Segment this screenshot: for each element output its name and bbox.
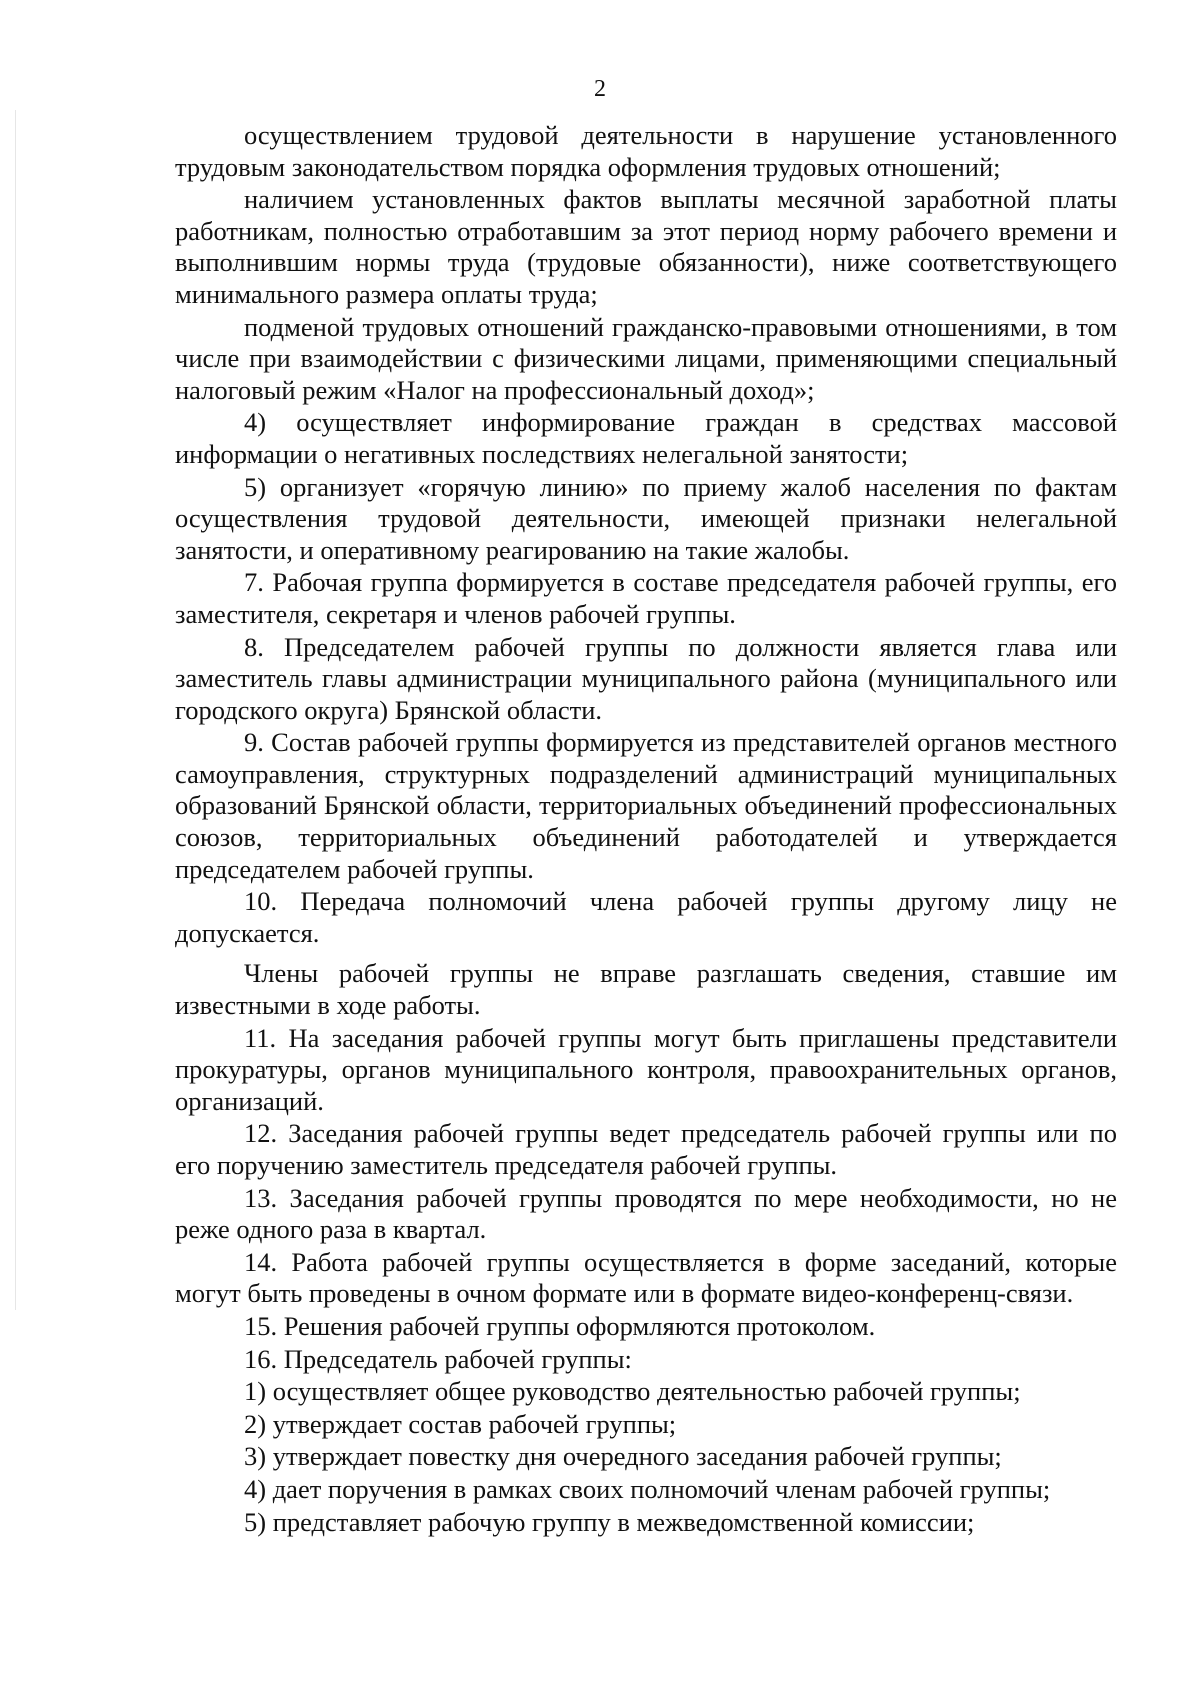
paragraph: 5) представляет рабочую группу в межведомственной комиссии; <box>244 1506 975 1537</box>
paragraph: осуществлением трудовой деятельности в нарушение установленного трудовым законодательством порядка оформления трудовых отношений; <box>175 120 1117 182</box>
paragraph: 4) дает поручения в рамках своих полномочий членам рабочей группы; <box>244 1473 1051 1504</box>
paragraph: 11. На заседания рабочей группы могут быть приглашены представители прокуратуры, органов муниципального контроля, правоохранительных органов, организаций. <box>175 1022 1117 1116</box>
paragraph: 15. Решения рабочей группы оформляются протоколом. <box>244 1310 876 1341</box>
paragraph: 3) утверждает повестку дня очередного заседания рабочей группы; <box>244 1441 1002 1472</box>
paragraph: 12. Заседания рабочей группы ведет председатель рабочей группы или по его поручению заместитель председателя рабочей группы. <box>175 1118 1117 1180</box>
paragraph: наличием установленных фактов выплаты месячной заработной платы работникам, полностью отработавшим за этот период норму рабочего времени и выполнившим нормы труда (трудовые обязанности), ниже соответствующего минимального размера оплаты труда; <box>175 184 1117 309</box>
paragraph: 8. Председателем рабочей группы по должности является глава или заместитель главы администрации муниципального района (муниципального или городского округа) Брянской области. <box>175 631 1117 725</box>
paragraph: 9. Состав рабочей группы формируется из представителей органов местного самоуправления, структурных подразделений администраций муниципальных образований Брянской области, территориальных объединений профессиональных союзов, территориальных объединений работодателей и утверждается председателем рабочей группы. <box>175 727 1117 884</box>
paragraph: 4) осуществляет информирование граждан в средствах массовой информации о негативных последствиях нелегальной занятости; <box>175 407 1117 469</box>
paragraph: 1) осуществляет общее руководство деятельностью рабочей группы; <box>244 1376 1021 1407</box>
document-body <box>175 120 1117 1539</box>
page-number: 2 <box>594 76 606 102</box>
paragraph: 5) организует «горячую линию» по приему жалоб населения по фактам осуществления трудовой деятельности, имеющей признаки нелегальной занятости, и оперативному реагированию на такие жалобы. <box>175 471 1117 565</box>
paragraph: подменой трудовых отношений гражданско-правовыми отношениями, в том числе при взаимодействии с физическими лицами, применяющими специальный налоговый режим «Налог на профессиональный доход»; <box>175 311 1117 405</box>
paragraph: 14. Работа рабочей группы осуществляется в форме заседаний, которые могут быть проведены в очном формате или в формате видео-конференц-связи. <box>175 1246 1117 1309</box>
paragraph: Члены рабочей группы не вправе разглашать сведения, ставшие им известными в ходе работы. <box>175 958 1117 1021</box>
paragraph: 16. Председатель рабочей группы: <box>244 1343 632 1374</box>
paragraph: 13. Заседания рабочей группы проводятся по мере необходимости, но не реже одного раза в квартал. <box>175 1182 1117 1245</box>
paragraph: 2) утверждает состав рабочей группы; <box>244 1408 677 1439</box>
paragraph: 7. Рабочая группа формируется в составе председателя рабочей группы, его заместителя, секретаря и членов рабочей группы. <box>175 567 1117 629</box>
scan-margin-line <box>15 110 16 1310</box>
paragraph: 10. Передача полномочий члена рабочей группы другому лицу не допускается. <box>175 886 1117 948</box>
